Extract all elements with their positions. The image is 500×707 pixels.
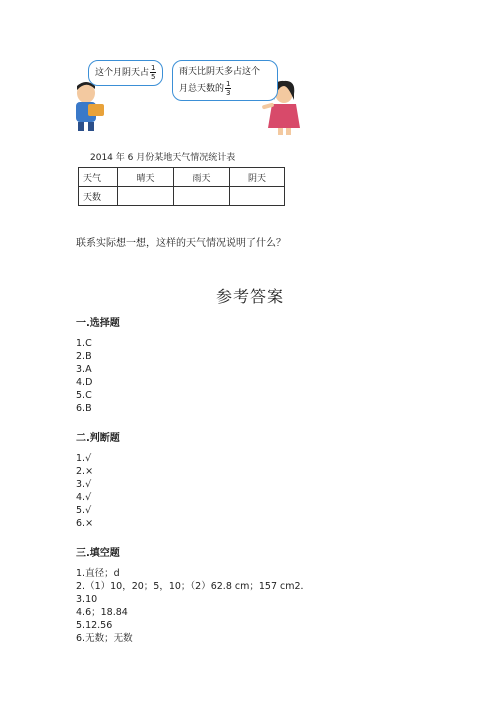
weather-table (78, 167, 285, 206)
table-header-cell: 阴天 (230, 168, 285, 187)
list-item: 2.（1）10，20；5，10；（2）62.8 cm；157 cm2． (76, 581, 311, 592)
table-cell-empty (230, 187, 285, 206)
speech-bubble-left (88, 60, 163, 86)
fraction-one-fifth: $\frac{1}{5}$ (151, 64, 156, 81)
list-item: 3.√ (76, 479, 92, 490)
list-item: 3.A (76, 364, 92, 375)
list-item: 4.D (76, 377, 93, 388)
bubble-right-line1: 雨天比阴天多占这个 (179, 67, 261, 77)
list-item: 1.直径；d (76, 568, 120, 579)
section-title-fill-blank: 三.填空题 (76, 548, 120, 559)
list-item: 4.√ (76, 492, 92, 503)
answer-title: 参考答案 (215, 287, 284, 306)
bubble-left-text: 这个月阴天占 (95, 68, 150, 78)
table-row (79, 168, 285, 187)
list-item: 5.√ (76, 505, 92, 516)
judgement-answers (76, 452, 93, 530)
list-item: 6.× (76, 518, 94, 529)
table-cell-empty (118, 187, 174, 206)
list-item: 6.无数；无数 (76, 633, 133, 644)
choice-answers (76, 337, 92, 415)
list-item: 3.10 (76, 594, 98, 605)
section-title-choice: 一.选择题 (76, 318, 120, 329)
list-item: 1.C (76, 338, 92, 349)
boy-illustration (68, 80, 114, 132)
table-header-cell: 雨天 (174, 168, 230, 187)
section-title-judgement: 二.判断题 (76, 433, 120, 444)
discussion-question: 联系实际想一想，这样的天气情况说明了什么？ (76, 238, 286, 249)
table-row-label: 天数 (79, 187, 118, 206)
table-header-cell: 晴天 (118, 168, 174, 187)
list-item: 1.√ (76, 453, 92, 464)
table-header-cell: 天气 (79, 168, 118, 187)
fill-blank-answers (76, 567, 310, 645)
fraction-one-third: $\frac{1}{3}$ (226, 80, 231, 97)
list-item: 5.12.56 (76, 620, 113, 631)
table-row (79, 187, 285, 206)
list-item: 6.B (76, 403, 92, 414)
list-item: 4.6；18.84 (76, 607, 128, 618)
speech-bubble-right (172, 60, 278, 101)
list-item: 2.× (76, 466, 94, 477)
table-cell-empty (174, 187, 230, 206)
table-caption: 2014 年 6 月份某地天气情况统计表 (90, 153, 236, 163)
list-item: 5.C (76, 390, 92, 401)
list-item: 2.B (76, 351, 92, 362)
bubble-right-line2: 月总天数的 $\frac{1}{3}$ (179, 80, 231, 97)
